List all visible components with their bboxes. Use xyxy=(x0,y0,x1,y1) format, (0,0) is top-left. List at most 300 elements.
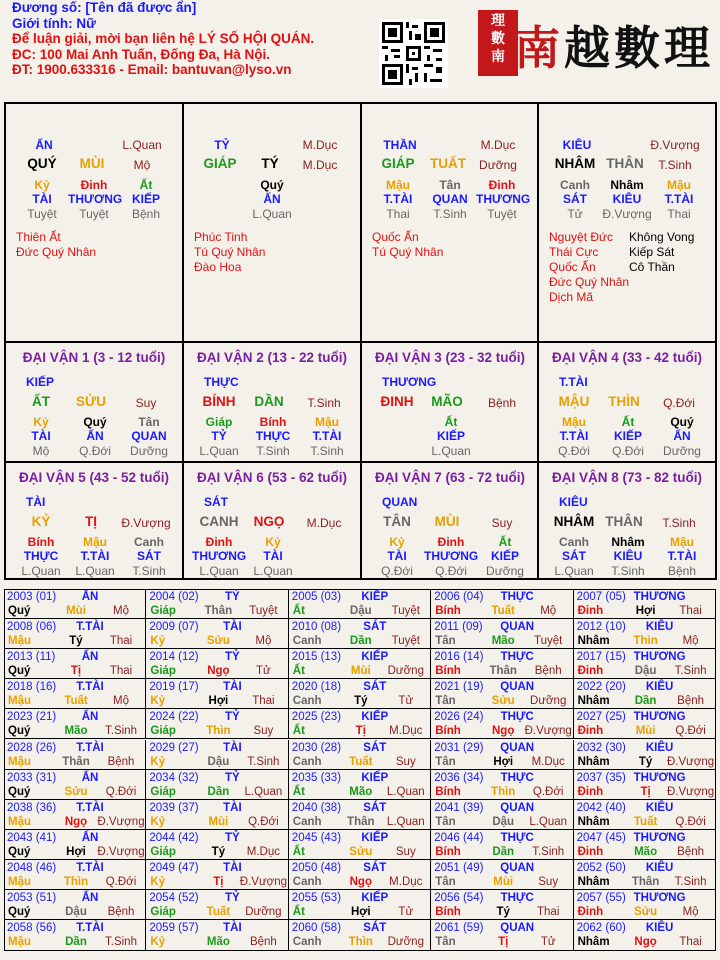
header-info xyxy=(12,0,372,78)
year-state: Thai xyxy=(109,635,133,648)
brand-wordmark: 南越數理 xyxy=(514,21,714,75)
pillar-hidden-god: THƯƠNG xyxy=(476,192,531,206)
year-ten-god: SÁT xyxy=(363,621,387,634)
pillar-chi: TÝ xyxy=(261,156,279,171)
year-chi: Dậu xyxy=(65,906,87,918)
pillar-note: Tú Quý Nhân xyxy=(194,245,266,259)
year-chi: Mùi xyxy=(493,875,514,888)
year-chi: Mùi xyxy=(66,605,86,617)
dai-van-can: ĐINH xyxy=(380,394,414,409)
year-ten-god: TÀI xyxy=(223,801,242,814)
dai-van-chi: DẦN xyxy=(254,394,284,409)
year-can: Đinh xyxy=(577,605,604,617)
dai-van-hidden-state: T.Sinh xyxy=(256,444,290,458)
pillar-hidden-state: Thai xyxy=(386,207,410,221)
year-state: M.Dục xyxy=(531,755,565,768)
year-state: Đ.Vượng xyxy=(666,785,715,798)
dai-van-hidden-god: ẤN xyxy=(673,429,691,443)
year-ten-god: T.TÀI xyxy=(76,861,104,874)
dai-van-hidden-state: Bệnh xyxy=(667,564,697,578)
year-can: Canh xyxy=(292,635,322,648)
pillar-hidden-stem: Đinh xyxy=(80,178,108,192)
year-can: Bính xyxy=(435,845,461,858)
year-chi: Sửu xyxy=(64,785,88,798)
year-label: 2028 (26) xyxy=(7,741,57,754)
year-label: 2011 (09) xyxy=(434,621,483,634)
year-label: 2030 (28) xyxy=(291,741,342,754)
year-label: 2048 (46) xyxy=(7,861,57,874)
pillar-can: GIÁP xyxy=(381,156,415,171)
dai-van-hidden-state: L.Quan xyxy=(75,564,115,578)
year-label: 2010 (08) xyxy=(291,621,342,634)
year-chi: Tị xyxy=(213,875,224,888)
dai-van-hidden-state: Mộ xyxy=(32,444,50,458)
pillar-note-2: Không Vong xyxy=(629,230,695,244)
pillar-hidden-god: ẤN xyxy=(263,192,281,206)
year-label: 2017 (15) xyxy=(576,651,626,664)
year-state: Dưỡng xyxy=(530,695,567,708)
year-state: Suy xyxy=(538,875,559,888)
year-label: 2054 (52) xyxy=(149,892,199,904)
year-state: Bệnh xyxy=(534,665,562,678)
year-label: 2027 (25) xyxy=(576,711,626,724)
year-ten-god: KIẾP xyxy=(361,651,389,664)
year-can: Giáp xyxy=(150,906,176,918)
year-can: Kỷ xyxy=(150,695,166,708)
dai-van-hidden-stem: Ất xyxy=(498,535,512,549)
year-can: Đinh xyxy=(577,785,604,798)
year-state: Mộ xyxy=(682,906,699,918)
dai-van-title: ĐẠI VẬN 2 (13 - 22 tuổi) xyxy=(196,350,348,365)
dai-van-hidden-stem: Nhâm xyxy=(611,535,645,549)
year-state: Đ.Vượng xyxy=(524,725,572,738)
pillar-ten-god: TỶ xyxy=(214,138,230,152)
year-label: 2036 (34) xyxy=(434,771,484,784)
pillar-chi: MÙI xyxy=(79,156,105,171)
dai-van-can: TÂN xyxy=(383,514,411,529)
year-can: Đinh xyxy=(577,845,604,858)
year-chi: Dậu xyxy=(634,665,657,678)
year-state: L.Quan xyxy=(529,815,568,828)
year-state: Đ.Vượng xyxy=(666,755,715,768)
dai-van-hidden-state: Dưỡng xyxy=(486,564,524,578)
dai-van-hidden-state: L.Quan xyxy=(431,444,471,458)
pillar-hidden-stem: Tân xyxy=(439,178,461,192)
year-chi: Thìn xyxy=(348,936,373,949)
year-ten-god: T.TÀI xyxy=(76,681,104,694)
year-can: Kỷ xyxy=(150,755,166,768)
year-chi: Thìn xyxy=(633,635,658,648)
year-can: Nhâm xyxy=(577,936,610,949)
year-label: 2059 (57) xyxy=(149,922,199,935)
year-can: Mậu xyxy=(8,635,31,648)
year-state: Dưỡng xyxy=(387,936,424,949)
year-ten-god: T.TÀI xyxy=(76,621,104,634)
pillar-hidden-state: Đ.Vượng xyxy=(602,207,652,221)
year-ten-god: QUAN xyxy=(500,681,535,694)
dai-van-can: MẬU xyxy=(558,394,590,409)
year-state: Mộ xyxy=(113,605,129,617)
year-state: Q.Đới xyxy=(675,725,706,738)
dai-van-hidden-state: Q.Đới xyxy=(435,564,467,578)
year-state: Suy xyxy=(253,725,274,738)
pillar-hidden-state: T.Sinh xyxy=(433,207,467,221)
year-can: Canh xyxy=(292,815,322,828)
year-label: 2060 (58) xyxy=(291,922,342,935)
year-ten-god: T.TÀI xyxy=(76,741,104,754)
year-ten-god: THƯƠNG xyxy=(633,892,686,904)
year-state: M.Dục xyxy=(246,845,280,858)
year-label: 2058 (56) xyxy=(7,922,57,935)
pillar-chi-state: Mộ xyxy=(133,158,151,172)
pillar-note-2: Kiếp Sát xyxy=(629,245,675,259)
year-ten-god: KIÊU xyxy=(645,621,674,634)
year-state: Đ.Vượng xyxy=(97,815,145,828)
year-label: 2016 (14) xyxy=(434,651,484,664)
address-line: ĐC: 100 Mai Anh Tuấn, Đống Đa, Hà Nội. xyxy=(12,46,271,62)
year-state: Thai xyxy=(109,665,133,678)
year-state: L.Quan xyxy=(244,785,283,798)
year-state: Bệnh xyxy=(107,755,135,768)
dai-van-god: TÀI xyxy=(26,495,46,509)
year-ten-god: TỶ xyxy=(225,831,240,844)
year-label: 2034 (32) xyxy=(149,771,199,784)
pillar-hidden-god: KIÊU xyxy=(612,192,642,206)
year-ten-god: T.TÀI xyxy=(76,801,104,814)
year-chi: Tuất xyxy=(633,815,658,828)
year-chi: Mão xyxy=(491,635,515,648)
year-ten-god: ẤN xyxy=(81,892,99,904)
year-can: Ất xyxy=(292,785,305,798)
year-chi: Mão xyxy=(634,845,658,858)
year-chi: Tuất xyxy=(206,906,231,918)
year-can: Giáp xyxy=(150,845,176,858)
year-chi: Thân xyxy=(489,665,517,678)
pillar-note: Thiên Ất xyxy=(16,230,61,244)
year-state: M.Dục xyxy=(389,725,423,738)
year-ten-god: SÁT xyxy=(363,741,387,754)
dai-van-title: ĐẠI VẬN 7 (63 - 72 tuổi) xyxy=(374,470,526,485)
year-label: 2026 (24) xyxy=(434,711,484,724)
year-label: 2051 (49) xyxy=(434,861,484,874)
year-label: 2055 (53) xyxy=(291,892,342,904)
year-ten-god: QUAN xyxy=(500,741,535,754)
dai-van-title: ĐẠI VẬN 5 (43 - 52 tuổi) xyxy=(18,470,170,485)
pillar-note: Đức Quý Nhân xyxy=(549,275,630,289)
year-chi: Ngọ xyxy=(207,665,230,678)
dai-van-god: KIẾP xyxy=(26,375,55,389)
year-chi: Thân xyxy=(631,875,660,888)
year-label: 2004 (02) xyxy=(149,591,199,603)
pillar-hidden-god: T.TÀI xyxy=(664,192,694,206)
year-label: 2050 (48) xyxy=(291,861,342,874)
year-can: Kỷ xyxy=(150,936,166,949)
dai-van-chi: THÌN xyxy=(608,394,640,409)
year-chi: Ngọ xyxy=(492,725,515,738)
year-state: Suy xyxy=(395,755,416,768)
pillar-ten-god: KIÊU xyxy=(562,138,592,152)
qr-code-icon xyxy=(379,19,448,88)
year-ten-god: ẤN xyxy=(81,651,99,664)
pillar-can: QUÝ xyxy=(27,156,57,171)
year-label: 2037 (35) xyxy=(576,771,626,784)
dai-van-chi-state: T.Sinh xyxy=(307,396,341,410)
dai-van-hidden-god: KIẾP xyxy=(436,429,465,443)
year-ten-god: SÁT xyxy=(363,922,387,935)
pillar-hidden-stem: Quý xyxy=(260,178,284,192)
dai-van-title: ĐẠI VẬN 8 (73 - 82 tuổi) xyxy=(551,470,703,485)
dai-van-hidden-stem: Canh xyxy=(559,535,589,549)
dai-van-chi-state: Suy xyxy=(491,516,513,530)
year-can: Bính xyxy=(435,725,461,738)
dai-van-hidden-god: THỰC xyxy=(23,549,59,563)
year-label: 2046 (44) xyxy=(434,831,484,844)
year-chi: Dậu xyxy=(207,755,230,768)
year-chi: Tuất xyxy=(491,605,515,617)
year-chi: Hợi xyxy=(66,845,86,858)
year-state: Q.Đới xyxy=(105,785,137,798)
year-label: 2035 (33) xyxy=(291,771,342,784)
year-chi: Dần xyxy=(349,635,372,648)
year-can: Tân xyxy=(435,815,456,828)
year-can: Ất xyxy=(292,665,305,678)
year-can: Quý xyxy=(8,725,31,738)
year-ten-god: THỰC xyxy=(500,892,534,904)
year-ten-god: SÁT xyxy=(363,801,387,814)
dai-van-hidden-stem: Bính xyxy=(27,535,55,549)
dai-van-hidden-stem: Kỷ xyxy=(33,415,49,429)
dai-van-title: ĐẠI VẬN 3 (23 - 32 tuổi) xyxy=(374,350,526,365)
pillar-hidden-god: THƯƠNG xyxy=(68,192,123,206)
year-can: Nhâm xyxy=(577,875,610,888)
dai-van-hidden-stem: Đinh xyxy=(205,535,233,549)
dai-van-can: KỶ xyxy=(31,514,51,529)
year-ten-god: TỶ xyxy=(225,892,240,904)
year-can: Bính xyxy=(435,906,461,918)
year-state: Suy xyxy=(395,845,416,858)
year-label: 2019 (17) xyxy=(149,681,199,694)
year-can: Mậu xyxy=(8,695,31,708)
pillar-hidden-god: T.TÀI xyxy=(383,192,413,206)
dai-van-hidden-state: Q.Đới xyxy=(612,444,644,458)
dai-van-god: KIÊU xyxy=(559,495,588,509)
year-ten-god: THỰC xyxy=(500,591,534,603)
brand-logo xyxy=(478,10,714,82)
year-can: Giáp xyxy=(150,665,176,678)
dai-van-hidden-stem: Mậu xyxy=(315,415,339,429)
year-state: T.Sinh xyxy=(674,665,707,678)
year-can: Mậu xyxy=(8,875,31,888)
dai-van-hidden-stem: Canh xyxy=(134,535,164,549)
year-ten-god: KIÊU xyxy=(645,741,674,754)
year-state: Bệnh xyxy=(677,695,705,708)
year-state: Tuyệt xyxy=(391,635,420,648)
year-state: Mộ xyxy=(682,635,699,648)
year-ten-god: KIÊU xyxy=(645,922,674,935)
year-chi: Thìn xyxy=(206,725,231,738)
year-label: 2023 (21) xyxy=(7,711,57,724)
year-chi: Dậu xyxy=(349,605,372,617)
pillar-note: Quốc Ấn xyxy=(372,230,419,244)
dai-van-chi-state: Q.Đới xyxy=(663,396,695,410)
year-chi: Hợi xyxy=(208,695,229,708)
year-state: Tử xyxy=(540,936,556,949)
year-state: Q.Đới xyxy=(675,815,706,828)
year-state: Mộ xyxy=(255,635,272,648)
pillar-note: Nguyệt Đức xyxy=(549,230,614,244)
year-can: Quý xyxy=(8,605,31,617)
year-label: 2061 (59) xyxy=(434,922,484,935)
pillar-note: Đào Hoa xyxy=(194,260,242,274)
year-can: Canh xyxy=(292,695,322,708)
pillar-hidden-stem: Ất xyxy=(139,178,153,192)
year-ten-god: THỰC xyxy=(500,711,534,724)
year-state: Tuyệt xyxy=(249,605,278,617)
year-can: Mậu xyxy=(8,815,31,828)
dai-van-hidden-stem: Mậu xyxy=(562,415,586,429)
dai-van-hidden-god: KIẾP xyxy=(490,549,519,563)
year-ten-god: THƯƠNG xyxy=(633,771,686,784)
red-seal-logo: 理 數 南 xyxy=(478,10,518,76)
year-ten-god: THỰC xyxy=(500,831,534,844)
dai-van-hidden-god: T.TÀI xyxy=(667,549,697,563)
dai-van-hidden-stem: Quý xyxy=(670,415,694,429)
pillar-can-state: M.Dục xyxy=(480,138,516,152)
pillar-hidden-god: TÀI xyxy=(32,192,52,206)
dai-van-hidden-god: KIẾP xyxy=(613,429,642,443)
year-chi: Mùi xyxy=(350,665,371,678)
year-ten-god: KIÊU xyxy=(645,861,674,874)
year-chi: Mùi xyxy=(208,815,229,828)
year-chi: Tý xyxy=(69,635,83,648)
year-chi: Tị xyxy=(355,725,366,738)
dai-van-can: NHÂM xyxy=(553,514,595,529)
phone-email-line: ĐT: 1900.633316 - Email: bantuvan@lyso.vn xyxy=(12,62,292,77)
year-chi: Thân xyxy=(204,605,233,617)
year-state: Đ.Vượng xyxy=(97,845,145,858)
pillar-chi-state: T.Sinh xyxy=(658,158,692,172)
dai-van-hidden-stem: Ất xyxy=(621,415,635,429)
year-chi: Tị xyxy=(498,936,509,949)
dai-van-hidden-state: L.Quan xyxy=(554,564,594,578)
dai-van-hidden-stem: Mậu xyxy=(83,535,107,549)
year-ten-god: THỰC xyxy=(500,771,534,784)
dai-van-hidden-state: T.Sinh xyxy=(310,444,344,458)
year-chi: Ngọ xyxy=(634,936,657,949)
pillar-note: Tú Quý Nhân xyxy=(372,245,444,259)
pillar-chi-state: Dưỡng xyxy=(479,158,517,172)
pillar-chi: THÂN xyxy=(606,156,644,171)
dai-van-hidden-stem: Quý xyxy=(83,415,107,429)
dai-van-hidden-state: L.Quan xyxy=(21,564,61,578)
year-chi: Dậu xyxy=(492,815,515,828)
dai-van-chi: MÙI xyxy=(434,514,460,529)
year-state: Bệnh xyxy=(107,906,135,918)
year-state: T.Sinh xyxy=(105,936,137,949)
year-label: 2038 (36) xyxy=(7,801,57,814)
pillar-note-2: Cô Thần xyxy=(629,260,675,274)
year-label: 2045 (43) xyxy=(291,831,342,844)
dai-van-god: THỰC xyxy=(204,375,239,389)
dai-van-hidden-stem: Bính xyxy=(259,415,287,429)
year-ten-god: THƯƠNG xyxy=(633,591,686,603)
year-ten-god: THỰC xyxy=(500,651,534,664)
pillar-hidden-state: Tuyệt xyxy=(27,207,57,221)
dai-van-chi-state: M.Dục xyxy=(306,516,342,530)
year-state: Tuyệt xyxy=(391,605,420,617)
dai-van-can: BÍNH xyxy=(202,394,236,409)
dai-van-chi: SỬU xyxy=(76,394,106,409)
year-label: 2031 (29) xyxy=(434,741,484,754)
dai-van-god: T.TÀI xyxy=(559,375,588,389)
year-label: 2018 (16) xyxy=(7,681,57,694)
year-label: 2049 (47) xyxy=(149,861,199,874)
year-label: 2042 (40) xyxy=(576,801,626,814)
year-chi: Sửu xyxy=(206,635,230,648)
year-state: Mộ xyxy=(113,695,129,708)
year-can: Bính xyxy=(435,665,461,678)
pillar-hidden-state: Bệnh xyxy=(131,207,161,221)
year-chi: Tý xyxy=(354,695,368,708)
pillar-can-state: Đ.Vượng xyxy=(650,138,700,152)
year-can: Giáp xyxy=(150,605,176,617)
year-label: 2044 (42) xyxy=(149,831,199,844)
dai-van-chi: MÃO xyxy=(431,394,463,409)
year-chi: Tị xyxy=(640,785,651,798)
dai-van-hidden-god: TÀI xyxy=(387,549,407,563)
dai-van-hidden-state: Q.Đới xyxy=(79,444,111,458)
year-chi: Tuất xyxy=(64,695,88,708)
dai-van-hidden-state: Dưỡng xyxy=(130,444,168,458)
year-chi: Dần xyxy=(492,845,515,858)
year-label: 2062 (60) xyxy=(576,922,626,935)
dai-van-hidden-state: Dưỡng xyxy=(663,444,701,458)
year-can: Quý xyxy=(8,906,31,918)
year-can: Nhâm xyxy=(577,695,610,708)
dai-van-chi: NGỌ xyxy=(253,514,285,529)
year-state: L.Quan xyxy=(386,815,425,828)
pillar-ten-god: THẦN xyxy=(383,138,417,152)
year-label: 2057 (55) xyxy=(576,892,626,904)
year-label: 2053 (51) xyxy=(7,892,57,904)
year-can: Canh xyxy=(292,755,322,768)
year-state: Bệnh xyxy=(677,845,705,858)
year-ten-god: QUAN xyxy=(500,621,535,634)
pillar-chi-state: M.Dục xyxy=(302,158,338,172)
year-label: 2005 (03) xyxy=(291,591,342,603)
dai-van-hidden-stem: Kỷ xyxy=(265,535,281,549)
year-can: Nhâm xyxy=(577,755,610,768)
year-chi: Sửu xyxy=(349,845,373,858)
year-state: Q.Đới xyxy=(248,815,279,828)
pillar-hidden-god: SÁT xyxy=(563,192,587,206)
year-label: 2056 (54) xyxy=(434,892,484,904)
year-chi: Dần xyxy=(207,785,230,798)
year-chi: Dần xyxy=(634,695,657,708)
pillar-hidden-god: QUAN xyxy=(432,192,468,206)
pillar-note: Đức Quý Nhân xyxy=(16,245,97,259)
pillar-chi: TUẤT xyxy=(430,156,466,171)
pillar-note: Thái Cực xyxy=(549,245,599,259)
pillar-hidden-stem: Kỷ xyxy=(34,178,50,192)
dai-van-hidden-stem: Giáp xyxy=(205,415,233,429)
year-label: 2029 (27) xyxy=(149,741,199,754)
pillar-hidden-stem: Nhâm xyxy=(610,178,644,192)
year-chi: Hợi xyxy=(635,605,656,617)
year-can: Giáp xyxy=(150,785,176,798)
year-ten-god: ẤN xyxy=(81,771,99,784)
dai-van-hidden-stem: Mậu xyxy=(670,535,694,549)
